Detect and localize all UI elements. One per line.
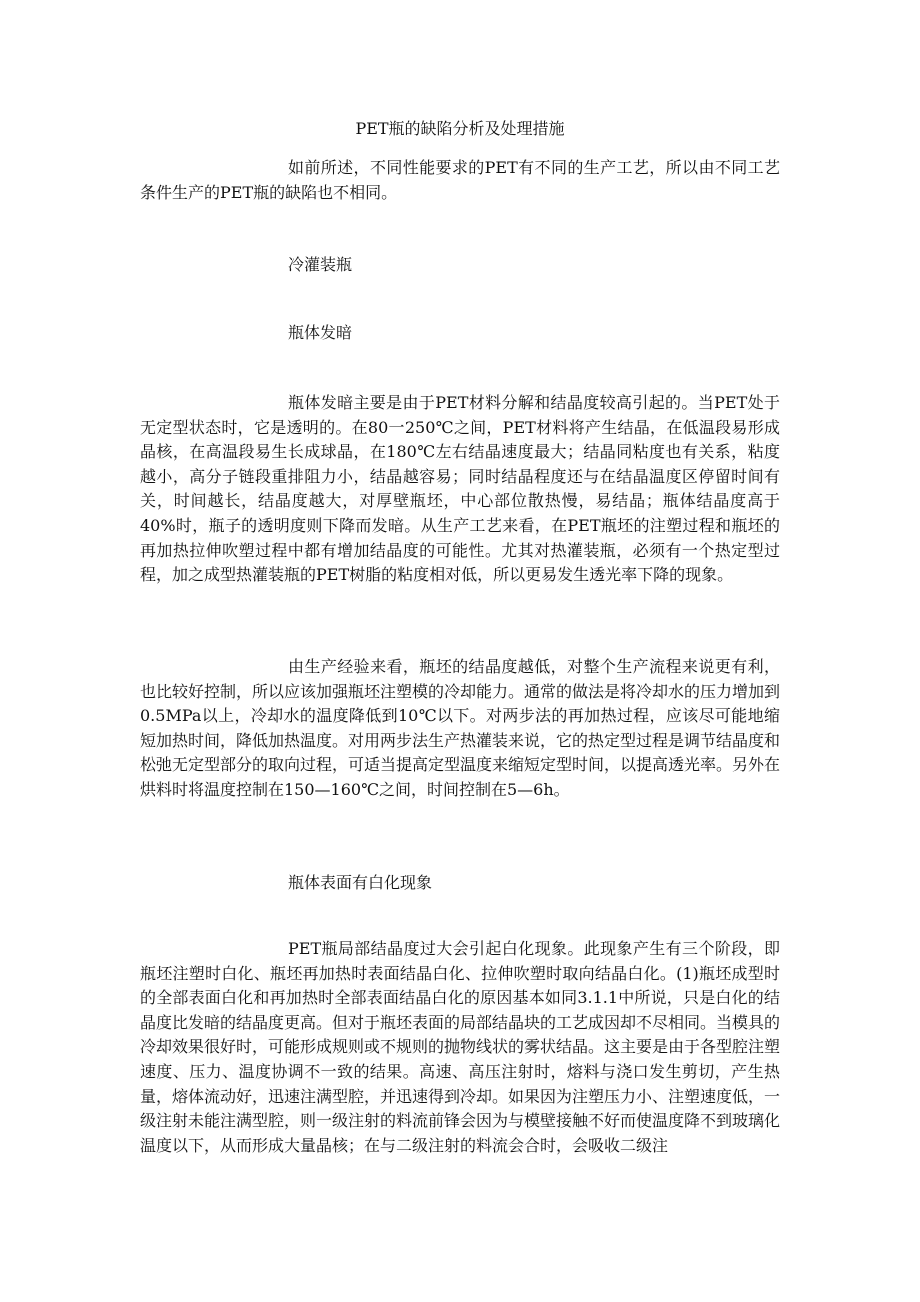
darkening-paragraph-1: 瓶体发暗主要是由于PET材料分解和结晶度较高引起的。当PET处于无定型状态时，它是透明的。在80一250℃之间，PET材料将产生结晶，在低温段易形成晶核，在高温段易生长成球晶，在180℃左右结晶速度最大；结晶同粘度也有关系，粘度越小，高分子链段重排阻力小，结晶越容易；同时结晶程度还与在结晶温度区停留时间有关，时间越长，结晶度越大，对厚壁瓶坯，中心部位散热慢，易结晶；瓶体结晶度高于40%时，瓶子的透明度则下降而发暗。从生产工艺来看，在PET瓶坯的注塑过程和瓶坯的再加热拉伸吹塑过程中都有增加结晶度的可能性。尤其对热灌装瓶，必须有一个热定型过程，加之成型热灌装瓶的PET树脂的粘度相对低，所以更易发生透光率下降的现象。	[140, 393, 780, 585]
subsection-heading-whitening: 瓶体表面有白化现象	[288, 873, 433, 892]
section-heading-cold-fill: 冷灌装瓶	[288, 255, 353, 274]
darkening-paragraph-2: 由生产经验来看，瓶坯的结晶度越低，对整个生产流程来说更有利，也比较好控制，所以应该加强瓶坯注塑模的冷却能力。通常的做法是将冷却水的压力增加到0.5MPa以上，冷却水的温度降低到10℃以下。对两步法的再加热过程，应该尽可能地缩短加热时间，降低加热温度。对用两步法生产热灌装来说，它的热定型过程是调节结晶度和松弛无定型部分的取向过程，可适当提高定型温度来缩短定型时间，以提高透光率。另外在烘料时将温度控制在150—160℃之间，时间控制在5—6h。	[140, 657, 781, 799]
intro-paragraph: 如前所述，不同性能要求的PET有不同的生产工艺，所以由不同工艺条件生产的PET瓶的缺陷也不相同。	[140, 158, 780, 202]
document-title: PET瓶的缺陷分析及处理措施	[355, 119, 565, 138]
whitening-paragraph-1: PET瓶局部结晶度过大会引起白化现象。此现象产生有三个阶段，即瓶坯注塑时白化、瓶坯再加热时表面结晶白化、拉伸吹塑时取向结晶白化。(1)瓶坯成型时的全部表面白化和再加热时全部表面结晶白化的原因基本如同3.1.1中所说，只是白化的结晶度比发暗的结晶度更高。但对于瓶坯表面的局部结晶块的工艺成因却不尽相同。当模具的冷却效果很好时，可能形成规则或不规则的抛物线状的雾状结晶。这主要是由于各型腔注塑速度、压力、温度协调不一致的结果。高速、高压注射时，熔料与浇口发生剪切，产生热量，熔体流动好，迅速注满型腔，并迅速得到冷却。如果因为注塑压力小、注塑速度低，一级注射未能注满型腔，则一级注射的料流前锋会因为与模壁接触不好而使温度降不到玻璃化温度以下，从而形成大量晶核；在与二级注射的料流会合时，会吸收二级注	[140, 939, 781, 1155]
subsection-heading-darkening: 瓶体发暗	[288, 323, 353, 342]
